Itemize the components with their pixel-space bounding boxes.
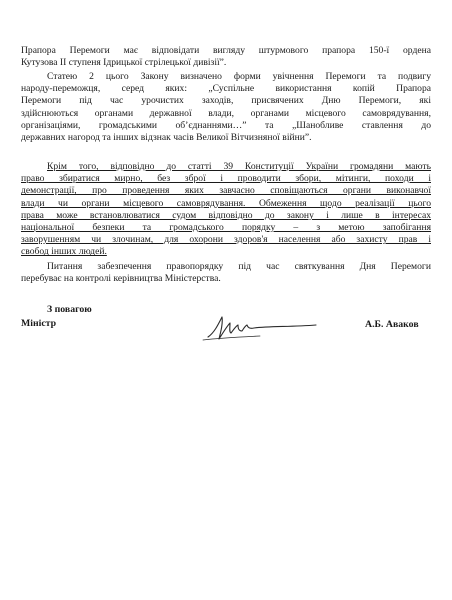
text-line: організаціями, громадськими об’єднаннями…” та „Шанобливе ставлення до: [21, 119, 431, 131]
closing-greeting: З повагою: [47, 304, 92, 315]
text-line: свобод інших людей.: [21, 246, 107, 258]
signatory-title: Міністр: [21, 318, 57, 329]
signatory-name: А.Б. Аваков: [365, 319, 419, 330]
text-line: влади чи органи місцевого самоврядування. Обмеження щодо реалізації цього: [21, 197, 431, 209]
text-line: демонстрації, про проведення яких завчасно сповіщаються органи виконавчої: [21, 185, 431, 197]
text-line: права може встановлюватися судом відповідно до закону і лише в інтересах: [21, 209, 431, 221]
handwritten-signature: [200, 313, 320, 343]
text-line: державних нагород та інших відзнак часів Великої Вітчизняної війни”.: [21, 132, 312, 144]
text-line: Прапора Перемоги має відповідати вигляду штурмового прапора 150-ї ордена: [21, 45, 431, 56]
text-line: Перемоги під час урочистих заходів, присвячених Дню Перемоги, які: [21, 95, 431, 107]
text-line: Кутузова ІІ ступеня Ідрицької стрілецької дивізії”.: [21, 57, 227, 69]
text-line: Крім того, відповідно до статті 39 Конституції України громадяни мають: [47, 161, 431, 172]
paragraph-constitution-article-39: [21, 161, 431, 259]
paragraph-law-article-2: [21, 71, 431, 144]
paragraph-law-enforcement: [21, 261, 431, 285]
paragraph-flag-description: [21, 45, 431, 69]
text-line: Статею 2 цього Закону визначено форми увічнення Перемоги та подвигу: [47, 71, 431, 82]
text-line: національної безпеки та громадського порядку – з метою запобігання: [21, 222, 431, 234]
text-line: Питання забезпечення правопорядку під час святкування Дня Перемоги: [47, 261, 431, 272]
text-line: заворушенням чи злочинам, для охорони здоров'я населення або захисту прав і: [21, 234, 431, 246]
text-line: право збиратися мирно, без зброї і проводити збори, мітинги, походи і: [21, 173, 431, 185]
text-line: перебуває на контролі керівництва Міністерства.: [21, 273, 221, 285]
text-line: здійснюються органами державної влади, органами місцевого самоврядування,: [21, 107, 431, 119]
text-line: народу-переможця, серед яких: „Суспільне використання копій Прапора: [21, 83, 431, 95]
